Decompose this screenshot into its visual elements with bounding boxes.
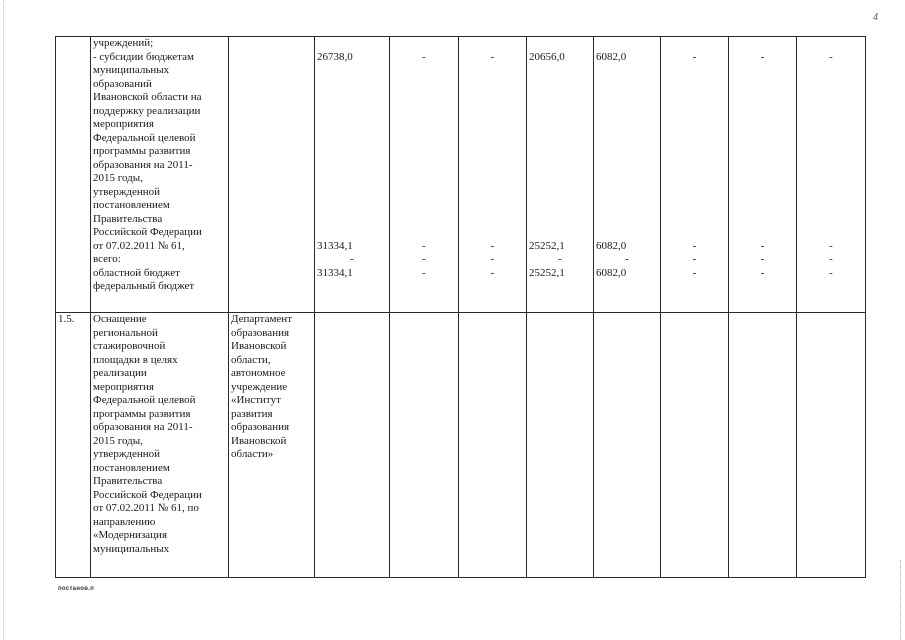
budget-table: [55, 36, 866, 578]
cell-executor: [229, 313, 315, 578]
cell-number-empty: [56, 37, 91, 313]
value-vsego: 31334,1: [317, 239, 353, 252]
desc-line: областной бюджет: [93, 266, 180, 279]
desc-line: Правительства: [93, 475, 163, 487]
executor-line: области»: [231, 448, 274, 460]
value-total: 26738,0: [317, 50, 353, 63]
cell-empty: [729, 313, 797, 578]
desc-line: постановлением: [93, 199, 170, 211]
desc-line: Российской Федерации: [93, 488, 202, 501]
desc-line: Российской Федерации: [93, 226, 202, 238]
desc-line: мероприятия: [93, 380, 154, 393]
desc-line: «Модернизация: [93, 529, 168, 541]
desc-line: площадки в целях: [93, 353, 178, 366]
desc-line: федеральный бюджет: [93, 280, 195, 292]
executor-line: Ивановской: [231, 434, 287, 447]
executor-line: учреждение: [231, 380, 288, 393]
executor-line: Ивановской: [231, 340, 287, 352]
executor-line: развития: [231, 407, 273, 420]
cell-year-col: - - - -: [797, 37, 866, 313]
executor-line: автономное: [231, 367, 286, 379]
desc-line: от 07.02.2011 № 61,: [93, 239, 185, 252]
cell-year-col: - - - -: [729, 37, 797, 313]
cell-executor-empty: [229, 37, 315, 313]
desc-line: учреждений;: [93, 37, 154, 49]
executor-line: образования: [231, 421, 290, 433]
cell-empty: [315, 313, 390, 578]
value-oblast: -: [350, 253, 354, 265]
desc-line: мероприятия: [93, 118, 154, 130]
desc-line: 2015 годы,: [93, 172, 143, 184]
scan-edge-right: [900, 560, 901, 640]
cell-empty: [797, 313, 866, 578]
desc-line: реализации: [93, 367, 147, 379]
cell-empty: [661, 313, 729, 578]
desc-line: 2015 годы,: [93, 434, 143, 447]
cell-empty: [459, 313, 527, 578]
desc-line: образований: [93, 77, 152, 90]
desc-line: стажировочной: [93, 340, 166, 352]
executor-line: Департамент: [231, 313, 293, 325]
cell-year-col: 6082,0 6082,0 - 6082,0: [594, 37, 661, 313]
desc-line: муниципальных: [93, 542, 170, 555]
cell-year-col: - - - -: [459, 37, 527, 313]
executor-line: образования: [231, 326, 290, 339]
desc-line: Федеральной целевой: [93, 394, 196, 406]
cell-year-col: - - - -: [661, 37, 729, 313]
cell-year-col: 20656,0 25252,1 - 25252,1: [527, 37, 594, 313]
desc-line: образования на 2011-: [93, 421, 193, 433]
footer-code: постанов.п: [58, 586, 95, 592]
cell-empty: [527, 313, 594, 578]
desc-line: поддержку реализации: [93, 104, 201, 117]
cell-empty: [390, 313, 459, 578]
value-federal: 31334,1: [317, 266, 353, 279]
cell-description: [91, 313, 229, 578]
desc-line: утвержденной: [93, 185, 161, 198]
desc-line: от 07.02.2011 № 61, по: [93, 502, 199, 514]
desc-line: Оснащение: [93, 313, 147, 325]
executor-line: «Институт: [231, 394, 281, 406]
cell-number: [56, 313, 91, 578]
table-row-subsidies: [56, 37, 866, 313]
desc-line: Федеральной целевой: [93, 131, 196, 144]
desc-line: направлению: [93, 515, 156, 528]
desc-line: утвержденной: [93, 448, 161, 460]
desc-line: образования на 2011-: [93, 158, 193, 171]
desc-line: Ивановской области на: [93, 91, 202, 103]
row-number: 1.5.: [58, 313, 75, 325]
desc-line: - субсидии бюджетам: [93, 50, 194, 63]
cell-empty: [594, 313, 661, 578]
desc-line: региональной: [93, 326, 158, 339]
executor-line: области,: [231, 353, 271, 366]
cell-total-amount: [315, 37, 390, 313]
desc-line: постановлением: [93, 461, 170, 474]
cell-description: [91, 37, 229, 313]
desc-line: муниципальных: [93, 64, 170, 76]
scan-edge-left: [3, 0, 4, 640]
table-row-1-5: [56, 313, 866, 578]
desc-line: Правительства: [93, 212, 163, 225]
desc-line: всего:: [93, 253, 121, 265]
page-number: 4: [873, 12, 878, 23]
cell-year-col: - - - -: [390, 37, 459, 313]
desc-line: программы развития: [93, 145, 191, 157]
desc-line: программы развития: [93, 407, 191, 420]
